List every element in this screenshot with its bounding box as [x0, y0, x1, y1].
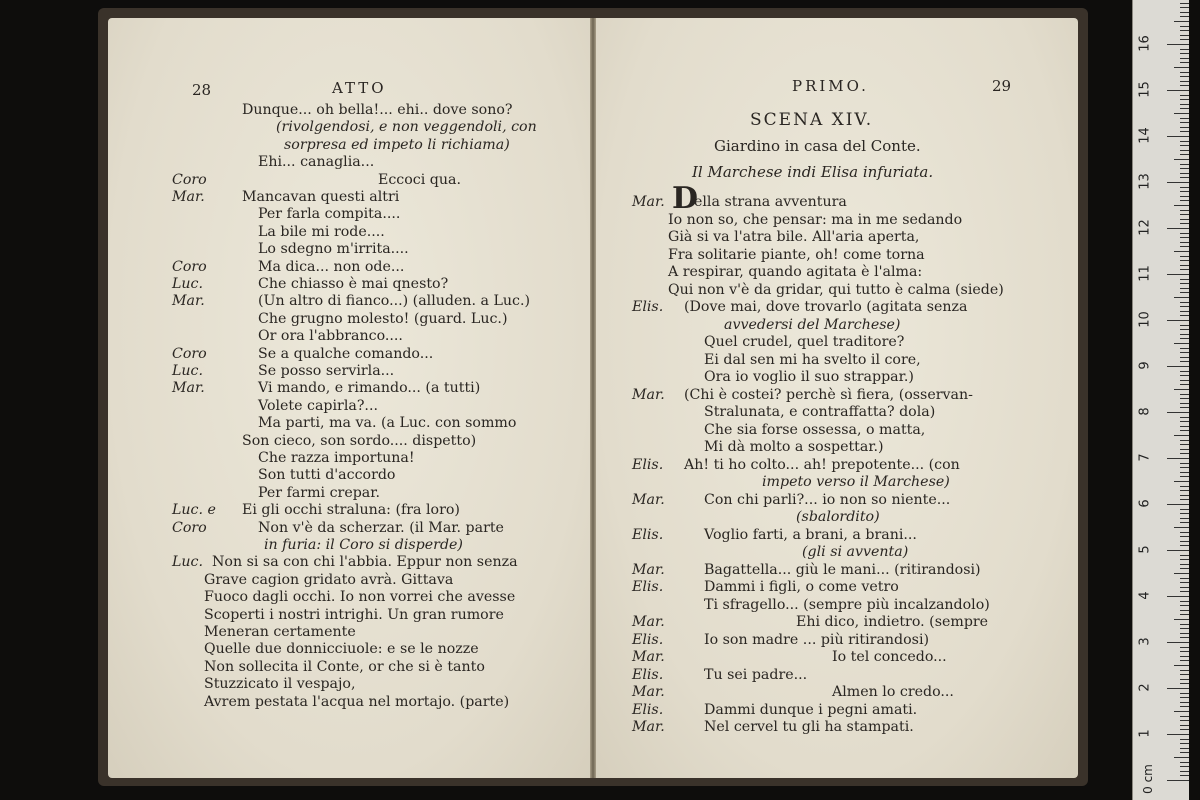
verse-line: Che sia forse ossessa, o matta,: [704, 421, 926, 438]
ruler-tick: [1180, 177, 1189, 178]
ruler-tick: [1180, 72, 1189, 73]
ruler-tick: [1180, 145, 1189, 146]
ruler-tick: [1180, 306, 1189, 307]
ruler-tick: [1174, 159, 1189, 160]
ruler-tick: [1180, 168, 1189, 169]
ruler-tick: [1174, 573, 1189, 574]
ruler-tick: [1180, 499, 1189, 500]
ruler-tick: [1180, 394, 1189, 395]
verse-line: Fra solitarie piante, oh! come torna: [668, 246, 925, 263]
verse-line: Che grugno molesto! (guard. Luc.): [258, 310, 508, 327]
running-head: PRIMO.: [792, 77, 869, 95]
ruler-number: 8: [1137, 407, 1153, 416]
verse-line: Già si va l'atra bile. All'aria aperta,: [668, 229, 920, 245]
ruler-tick: [1180, 384, 1189, 385]
ruler-tick: [1180, 743, 1189, 744]
ruler-tick: [1180, 357, 1189, 358]
speaker-label: Elis.: [632, 666, 664, 683]
ruler-tick: [1167, 550, 1189, 551]
ruler-tick: [1180, 150, 1189, 151]
ruler-tick: [1180, 279, 1189, 280]
verse-line: Quel crudel, quel traditore?: [704, 334, 905, 350]
measuring-ruler: [1132, 0, 1189, 800]
verse-line: Io son madre ... più ritirandosi): [704, 631, 930, 648]
ruler-tick: [1180, 122, 1189, 123]
verse-line: Almen lo credo...: [832, 684, 954, 700]
speaker-label: Mar.: [632, 561, 665, 578]
verse-line: Per farmi crepar.: [258, 484, 380, 501]
ruler-tick: [1180, 104, 1189, 105]
verse-line: Dammi dunque i pegni amati.: [704, 701, 918, 718]
ruler-tick: [1167, 642, 1189, 643]
speaker-label: Mar.: [632, 194, 665, 210]
ruler-tick: [1180, 453, 1189, 454]
ruler-tick: [1180, 164, 1189, 165]
ruler-tick: [1180, 302, 1189, 303]
ruler-tick: [1174, 711, 1189, 712]
ruler-tick: [1180, 16, 1189, 17]
page-number: 29: [992, 77, 1012, 95]
ruler-tick: [1180, 486, 1189, 487]
verse-line: Son cieco, son sordo.... dispetto): [242, 432, 477, 449]
right-page: [596, 18, 1078, 778]
ruler-tick: [1167, 504, 1189, 505]
speaker-label: Coro: [172, 171, 207, 188]
ruler-tick: [1180, 748, 1189, 749]
ruler-tick: [1180, 725, 1189, 726]
ruler-tick: [1180, 670, 1189, 671]
ruler-tick: [1174, 297, 1189, 298]
ruler-tick: [1180, 651, 1189, 652]
ruler-tick: [1174, 665, 1189, 666]
ruler-tick: [1180, 53, 1189, 54]
verse-line: Stuzzicato il vespajo,: [204, 676, 356, 693]
verse-line: (rivolgendosi, e non veggendoli, con: [276, 119, 537, 136]
speaker-label: Elis.: [632, 701, 664, 718]
drop-cap: D: [672, 181, 699, 216]
ruler-number: 1: [1137, 729, 1153, 738]
ruler-tick: [1174, 481, 1189, 482]
verse-line: Tu sei padre...: [704, 666, 808, 683]
ruler-tick: [1180, 522, 1189, 523]
ruler-tick: [1174, 435, 1189, 436]
ruler-tick: [1180, 513, 1189, 514]
running-head: ATTO: [332, 79, 387, 97]
speaker-label: Mar.: [632, 649, 665, 665]
ruler-tick: [1180, 683, 1189, 684]
ruler-tick: [1180, 444, 1189, 445]
ruler-tick: [1180, 99, 1189, 100]
page-number: 28: [192, 81, 212, 99]
verse-line: impeto verso il Marchese): [762, 474, 950, 490]
ruler-tick: [1167, 136, 1189, 137]
speaker-label: Mar.: [632, 684, 665, 700]
speaker-label: Elis.: [632, 299, 664, 315]
scene-setting: Giardino in casa del Conte.: [714, 137, 921, 155]
ruler-tick: [1180, 693, 1189, 694]
speaker-label: Mar.: [172, 380, 205, 397]
ruler-tick: [1180, 403, 1189, 404]
verse-line: Che chiasso è mai qnesto?: [258, 276, 449, 292]
verse-line: Ah! ti ho colto... ah! prepotente... (con: [684, 456, 960, 473]
ruler-tick: [1180, 39, 1189, 40]
ruler-tick: [1180, 729, 1189, 730]
speaker-label: Elis.: [632, 526, 664, 543]
ruler-tick: [1180, 490, 1189, 491]
ruler-tick: [1180, 495, 1189, 496]
ruler-tick: [1167, 412, 1189, 413]
ruler-tick: [1180, 191, 1189, 192]
ruler-tick: [1180, 582, 1189, 583]
ruler-tick: [1180, 674, 1189, 675]
verse-line: Quelle due donnicciuole: e se le nozze: [204, 641, 479, 658]
ruler-number: 6: [1137, 499, 1153, 508]
ruler-tick: [1180, 628, 1189, 629]
verse-line: (Dove mai, dove trovarlo (agitata senza: [684, 299, 968, 315]
ruler-tick: [1180, 771, 1189, 772]
verse-line: (Chi è costei? perchè sì fiera, (osservan-: [684, 386, 973, 403]
ruler-tick: [1180, 536, 1189, 537]
ruler-tick: [1180, 352, 1189, 353]
ruler-tick: [1180, 210, 1189, 211]
ruler-tick: [1180, 223, 1189, 224]
ruler-tick: [1180, 315, 1189, 316]
ruler-tick: [1180, 214, 1189, 215]
verse-line: in furia: il Coro si disperde): [264, 537, 463, 553]
ruler-tick: [1180, 85, 1189, 86]
ruler-tick: [1180, 334, 1189, 335]
ruler-tick: [1167, 734, 1189, 735]
ruler-number: 10: [1137, 311, 1153, 328]
verse-line: Non sollecita il Conte, or che si è tanto: [204, 658, 485, 675]
ruler-tick: [1180, 95, 1189, 96]
ruler-tick: [1174, 757, 1189, 758]
ruler-tick: [1174, 251, 1189, 252]
ruler-tick: [1180, 3, 1189, 4]
ruler-tick: [1180, 127, 1189, 128]
speaker-label: Coro: [172, 345, 207, 362]
ruler-tick: [1180, 633, 1189, 634]
ruler-tick: [1180, 196, 1189, 197]
speaker-label: Elis.: [632, 456, 664, 473]
ruler-unit-label: 0 cm: [1140, 764, 1155, 794]
ruler-tick: [1180, 311, 1189, 312]
ruler-tick: [1180, 467, 1189, 468]
speaker-label: Coro: [172, 519, 207, 536]
ruler-tick: [1180, 380, 1189, 381]
ruler-tick: [1180, 476, 1189, 477]
ruler-number: 7: [1137, 453, 1153, 462]
verse-line: avvedersi del Marchese): [724, 316, 901, 333]
ruler-tick: [1180, 76, 1189, 77]
ruler-tick: [1180, 637, 1189, 638]
ruler-tick: [1174, 113, 1189, 114]
verse-line: Bagattella... giù le mani... (ritirandosi): [704, 561, 981, 578]
ruler-tick: [1167, 274, 1189, 275]
verse-line: Ei dal sen mi ha svelto il core,: [704, 351, 921, 368]
ruler-tick: [1180, 610, 1189, 611]
verse-line: Ehi dico, indietro. (sempre: [796, 614, 989, 630]
verse-line: La bile mi rode....: [258, 223, 385, 240]
verse-line: (sbalordito): [796, 509, 880, 525]
ruler-tick: [1180, 775, 1189, 776]
ruler-tick: [1180, 338, 1189, 339]
ruler-tick: [1180, 200, 1189, 201]
ruler-tick: [1167, 688, 1189, 689]
speaker-label: Mar.: [632, 491, 665, 508]
ruler-tick: [1180, 762, 1189, 763]
ruler-number: 9: [1137, 361, 1153, 370]
stage-direction: Il Marchese indi Elisa infuriata.: [692, 163, 934, 181]
verse-line: Dunque... oh bella!... ehi.. dove sono?: [242, 102, 513, 118]
ruler-tick: [1180, 430, 1189, 431]
speaker-label: Coro: [172, 258, 207, 275]
verse-line: Ehi... canaglia...: [258, 154, 375, 171]
verse-line: Con chi parli?... io non so niente...: [704, 491, 951, 508]
verse-line: Qui non v'è da gridar, qui tutto è calma (siede): [668, 281, 1004, 298]
ruler-tick: [1180, 265, 1189, 266]
ruler-number: 5: [1137, 545, 1153, 554]
ruler-tick: [1167, 780, 1189, 781]
ruler-tick: [1180, 532, 1189, 533]
verse-line: Non si sa con chi l'abbia. Eppur non senza: [212, 554, 518, 571]
ruler-tick: [1180, 407, 1189, 408]
speaker-label: Mar.: [632, 386, 665, 403]
ruler-tick: [1180, 568, 1189, 569]
ruler-tick: [1180, 219, 1189, 220]
ruler-number: 14: [1137, 127, 1153, 144]
ruler-tick: [1180, 716, 1189, 717]
ruler-tick: [1167, 596, 1189, 597]
ruler-tick: [1167, 320, 1189, 321]
verse-line: Ma parti, ma va. (a Luc. con sommo: [258, 415, 517, 432]
ruler-tick: [1180, 292, 1189, 293]
ruler-tick: [1174, 343, 1189, 344]
ruler-tick: [1180, 605, 1189, 606]
ruler-tick: [1180, 656, 1189, 657]
verse-line: Se posso servirla...: [258, 363, 395, 379]
ruler-number: 13: [1137, 173, 1153, 190]
verse-line: Eccoci qua.: [378, 171, 461, 188]
ruler-tick: [1180, 421, 1189, 422]
ruler-tick: [1180, 7, 1189, 8]
ruler-tick: [1180, 545, 1189, 546]
speaker-label: Mar.: [172, 189, 205, 205]
ruler-number: 3: [1137, 637, 1153, 646]
ruler-tick: [1180, 578, 1189, 579]
ruler-tick: [1180, 348, 1189, 349]
ruler-tick: [1180, 739, 1189, 740]
ruler-tick: [1174, 619, 1189, 620]
ruler-tick: [1180, 173, 1189, 174]
verse-line: Mancavan questi altri: [242, 189, 400, 205]
ruler-tick: [1180, 541, 1189, 542]
ruler-tick: [1167, 366, 1189, 367]
ruler-tick: [1174, 205, 1189, 206]
ruler-tick: [1180, 371, 1189, 372]
verse-line: Avrem pestata l'acqua nel mortajo. (parte): [204, 693, 510, 710]
ruler-tick: [1180, 256, 1189, 257]
ruler-tick: [1180, 624, 1189, 625]
ruler-tick: [1180, 58, 1189, 59]
ruler-tick: [1180, 26, 1189, 27]
verse-line: Ma dica... non ode...: [258, 258, 405, 275]
ruler-number: 11: [1137, 265, 1153, 282]
ruler-number: 12: [1137, 219, 1153, 236]
ruler-tick: [1180, 283, 1189, 284]
verse-line: A respirar, quando agitata è l'alma:: [668, 264, 923, 280]
ruler-tick: [1180, 591, 1189, 592]
ruler-tick: [1180, 361, 1189, 362]
ruler-tick: [1180, 472, 1189, 473]
speaker-label: Elis.: [632, 631, 664, 648]
verse-line: Meneran certamente: [204, 624, 356, 640]
ruler-tick: [1180, 141, 1189, 142]
speaker-label: Luc.: [172, 554, 204, 571]
speaker-label: Mar.: [632, 614, 665, 630]
ruler-tick: [1180, 518, 1189, 519]
ruler-tick: [1180, 108, 1189, 109]
speaker-label: Luc.: [172, 363, 204, 379]
ruler-tick: [1180, 587, 1189, 588]
ruler-tick: [1180, 81, 1189, 82]
verse-line: Lo sdegno m'irrita....: [258, 241, 409, 258]
verse-line: Stralunata, e contraffatta? dola): [704, 404, 936, 420]
ruler-tick: [1180, 30, 1189, 31]
ruler-tick: [1180, 35, 1189, 36]
ruler-tick: [1180, 417, 1189, 418]
ruler-tick: [1167, 182, 1189, 183]
open-book: [98, 8, 1088, 786]
ruler-number: 4: [1137, 591, 1153, 600]
ruler-tick: [1180, 426, 1189, 427]
ruler-tick: [1167, 44, 1189, 45]
verse-line: Grave cagion gridato avrà. Gittava: [204, 571, 454, 588]
ruler-tick: [1180, 329, 1189, 330]
ruler-tick: [1180, 647, 1189, 648]
verse-line: sorpresa ed impeto li richiama): [284, 136, 510, 153]
ruler-tick: [1167, 228, 1189, 229]
ruler-tick: [1180, 269, 1189, 270]
ruler-tick: [1174, 21, 1189, 22]
ruler-tick: [1180, 706, 1189, 707]
verse-line: Mi dà molto a sospettar.): [704, 439, 884, 455]
ruler-tick: [1180, 601, 1189, 602]
ruler-tick: [1180, 62, 1189, 63]
ruler-tick: [1180, 49, 1189, 50]
ruler-tick: [1167, 90, 1189, 91]
verse-line: Per farla compita....: [258, 206, 401, 223]
ruler-tick: [1180, 564, 1189, 565]
verse-line: (Un altro di fianco...) (alluden. a Luc.): [258, 293, 531, 310]
ruler-tick: [1180, 246, 1189, 247]
ruler-tick: [1180, 233, 1189, 234]
ruler-tick: [1180, 237, 1189, 238]
speaker-label: Elis.: [632, 579, 664, 595]
ruler-tick: [1180, 509, 1189, 510]
verse-line: ella strana avventura: [694, 194, 847, 210]
ruler-tick: [1180, 131, 1189, 132]
ruler-number: 15: [1137, 81, 1153, 98]
scene-title: SCENA XIV.: [750, 110, 874, 130]
verse-line: Non v'è da scherzar. (il Mar. parte: [258, 519, 504, 536]
ruler-tick: [1180, 720, 1189, 721]
ruler-number: 16: [1137, 35, 1153, 52]
verse-line: Se a qualche comando...: [258, 345, 434, 362]
ruler-tick: [1180, 559, 1189, 560]
ruler-tick: [1174, 527, 1189, 528]
ruler-tick: [1180, 697, 1189, 698]
ruler-tick: [1180, 187, 1189, 188]
ruler-number: 2: [1137, 683, 1153, 692]
verse-line: Che razza importuna!: [258, 450, 415, 466]
ruler-tick: [1180, 242, 1189, 243]
ruler-tick: [1167, 458, 1189, 459]
ruler-tick: [1180, 118, 1189, 119]
verse-line: Volete capirla?...: [258, 397, 378, 414]
verse-line: Or ora l'abbranco....: [258, 328, 403, 345]
ruler-tick: [1174, 67, 1189, 68]
ruler-tick: [1180, 375, 1189, 376]
ruler-tick: [1180, 440, 1189, 441]
ruler-tick: [1180, 154, 1189, 155]
speaker-label: Mar.: [172, 293, 205, 310]
verse-line: Io non so, che pensar: ma in me sedando: [668, 211, 963, 228]
ruler-tick: [1180, 398, 1189, 399]
verse-line: Io tel concedo...: [832, 649, 947, 665]
verse-line: Nel cervel tu gli ha stampati.: [704, 719, 914, 735]
speaker-label: Luc.: [172, 276, 204, 292]
ruler-tick: [1180, 766, 1189, 767]
ruler-tick: [1180, 679, 1189, 680]
ruler-tick: [1174, 389, 1189, 390]
ruler-tick: [1180, 614, 1189, 615]
ruler-tick: [1180, 449, 1189, 450]
ruler-tick: [1180, 463, 1189, 464]
verse-line: Fuoco dagli occhi. Io non vorrei che avesse: [204, 589, 516, 606]
verse-line: (gli si avventa): [802, 544, 909, 560]
verse-line: Dammi i figli, o come vetro: [704, 579, 899, 595]
verse-line: Son tutti d'accordo: [258, 467, 396, 484]
verse-line: Vi mando, e rimando... (a tutti): [258, 380, 481, 397]
speaker-label: Luc. e: [172, 502, 216, 519]
verse-line: Ti sfragello... (sempre più incalzandolo): [704, 596, 990, 613]
ruler-tick: [1180, 325, 1189, 326]
ruler-tick: [1180, 12, 1189, 13]
speaker-label: Mar.: [632, 719, 665, 735]
verse-line: Ora io voglio il suo strappar.): [704, 369, 914, 385]
ruler-tick: [1180, 555, 1189, 556]
ruler-tick: [1180, 660, 1189, 661]
verse-line: Scoperti i nostri intrighi. Un gran rumore: [204, 606, 504, 623]
verse-line: Ei gli occhi straluna: (fra loro): [242, 502, 460, 519]
ruler-tick: [1180, 702, 1189, 703]
ruler-tick: [1180, 260, 1189, 261]
ruler-tick: [1180, 752, 1189, 753]
ruler-tick: [1180, 288, 1189, 289]
left-page: [108, 18, 590, 778]
verse-line: Voglio farti, a brani, a brani...: [704, 526, 917, 543]
